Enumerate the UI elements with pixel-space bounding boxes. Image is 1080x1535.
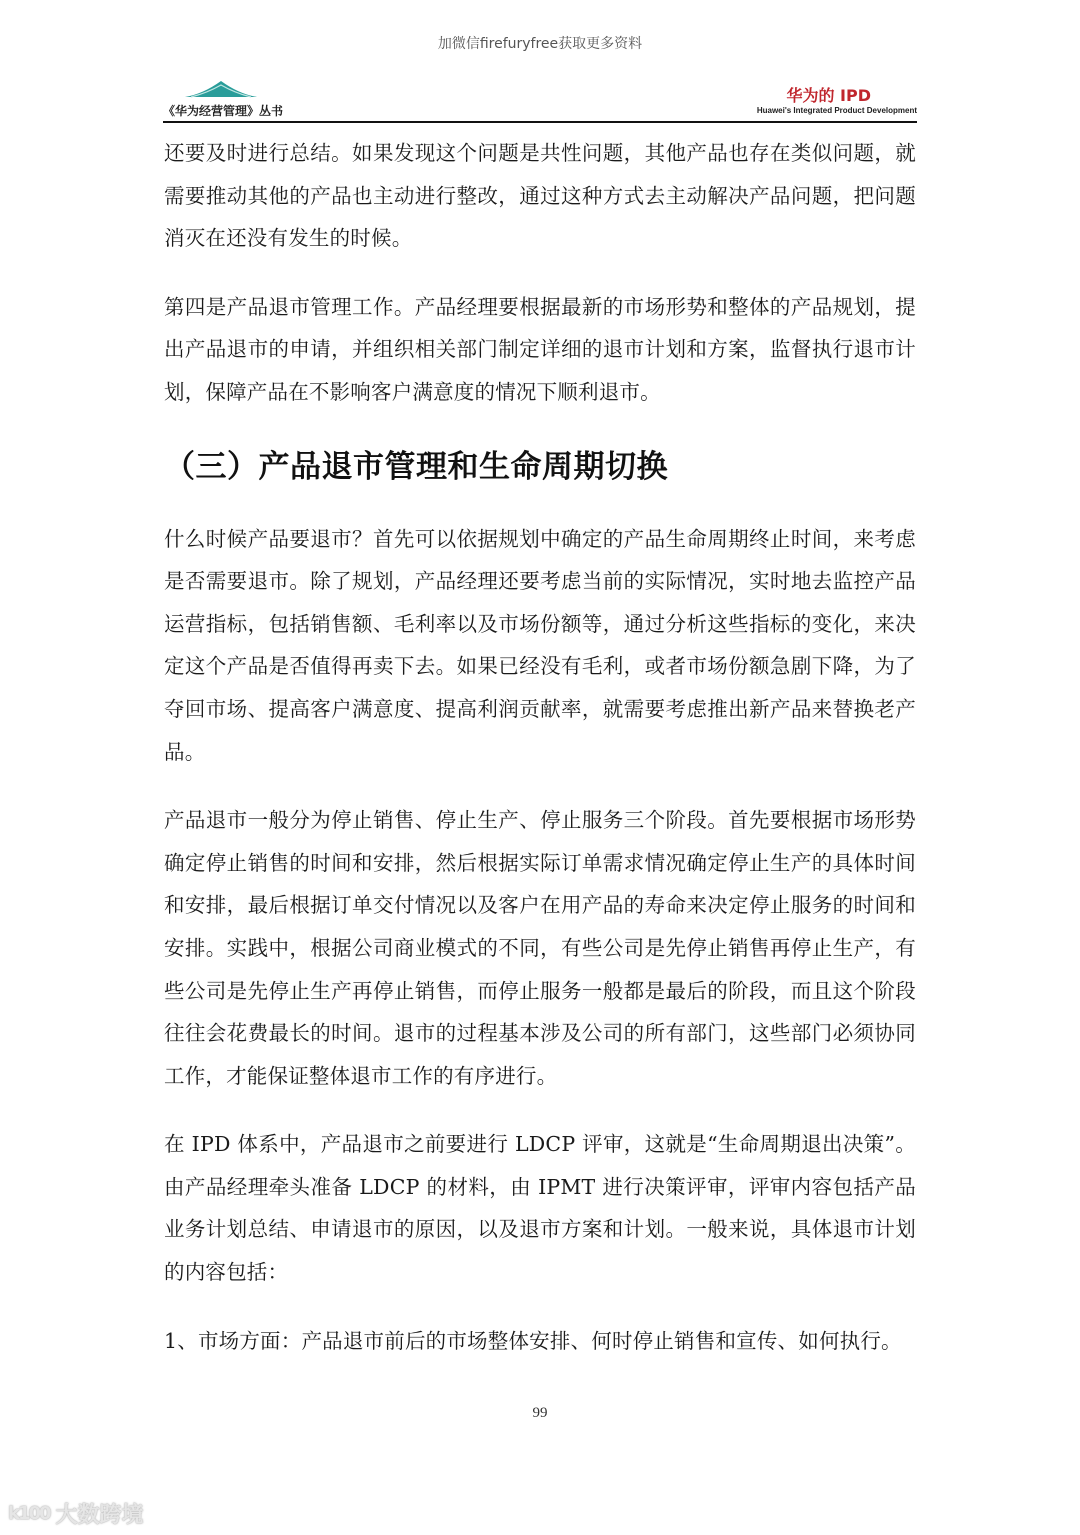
section-heading: （三）产品退市管理和生命周期切换 — [164, 448, 668, 485]
corner-watermark — [8, 1498, 144, 1529]
paragraph: 在 IPD 体系中，产品退市之前要进行 LDCP 评审，这就是“生命周期退出决策”。由产品经理牵头准备 LDCP 的材料，由 IPMT 进行决策评审，评审内容包括产品业务计划总结、申请退市的原因，以及退市方案和计划。一般来说，具体退市计划的内容包括： — [164, 1132, 916, 1285]
page-number: 99 — [532, 1405, 548, 1421]
paragraph: 什么时候产品要退市？首先可以依据规划中确定的产品生命周期终止时间，来考虑是否需要退市。除了规划，产品经理还要考虑当前的实际情况，实时地去监控产品运营指标，包括销售额、毛利率以及市场份额等，通过分析这些指标的变化，来决定这个产品是否值得再卖下去。如果已经没有毛利，或者市场份额急剧下降，为了夺回市场、提高客户满意度、提高利润贡献率，就需要考虑推出新产品来替换老产品。 — [164, 526, 916, 764]
brand-title: 华为的 IPD — [786, 86, 871, 105]
header-divider — [163, 121, 917, 123]
brand-block — [757, 87, 917, 116]
paragraph: 产品退市一般分为停止销售、停止生产、停止服务三个阶段。首先要根据市场形势确定停止销售的时间和安排，然后根据实际订单需求情况确定停止生产的具体时间和安排，最后根据订单交付情况以及客户在用产品的寿命来决定停止服务的时间和安排。实践中，根据公司商业模式的不同，有些公司是先停止销售再停止生产，有些公司是先停止生产再停止销售，而停止服务一般都是最后的阶段，而且这个阶段往往会花费最长的时间。退市的过程基本涉及公司的所有部门，这些部门必须协同工作，才能保证整体退市工作的有序进行。 — [164, 808, 916, 1088]
page-header — [163, 78, 917, 122]
brand-subtitle: Huawei's Integrated Product Development — [756, 106, 917, 115]
series-title: 《华为经营管理》丛书 — [163, 104, 284, 118]
mountain-logo-icon — [183, 78, 259, 98]
paragraph: 还要及时进行总结。如果发现这个问题是共性问题，其他产品也存在类似问题，就需要推动其他的产品也主动进行整改，通过这种方式去主动解决产品问题，把问题消灭在还没有发生的时候。 — [164, 141, 916, 251]
paragraph: 第四是产品退市管理工作。产品经理要根据最新的市场形势和整体的产品规划，提出产品退市的申请，并组织相关部门制定详细的退市计划和方案，监督执行退市计划，保障产品在不影响客户满意度的情况下顺利退市。 — [164, 294, 916, 404]
page-content — [164, 132, 916, 1362]
corner-watermark-text: 大数跨境 — [55, 1503, 144, 1528]
k100-logo-icon: k100 — [8, 1503, 50, 1524]
list-item: 1、市场方面：产品退市前后的市场整体安排、何时停止销售和宣传、如何执行。 — [164, 1328, 902, 1353]
top-watermark-text: 加微信firefuryfree获取更多资料 — [437, 36, 643, 52]
